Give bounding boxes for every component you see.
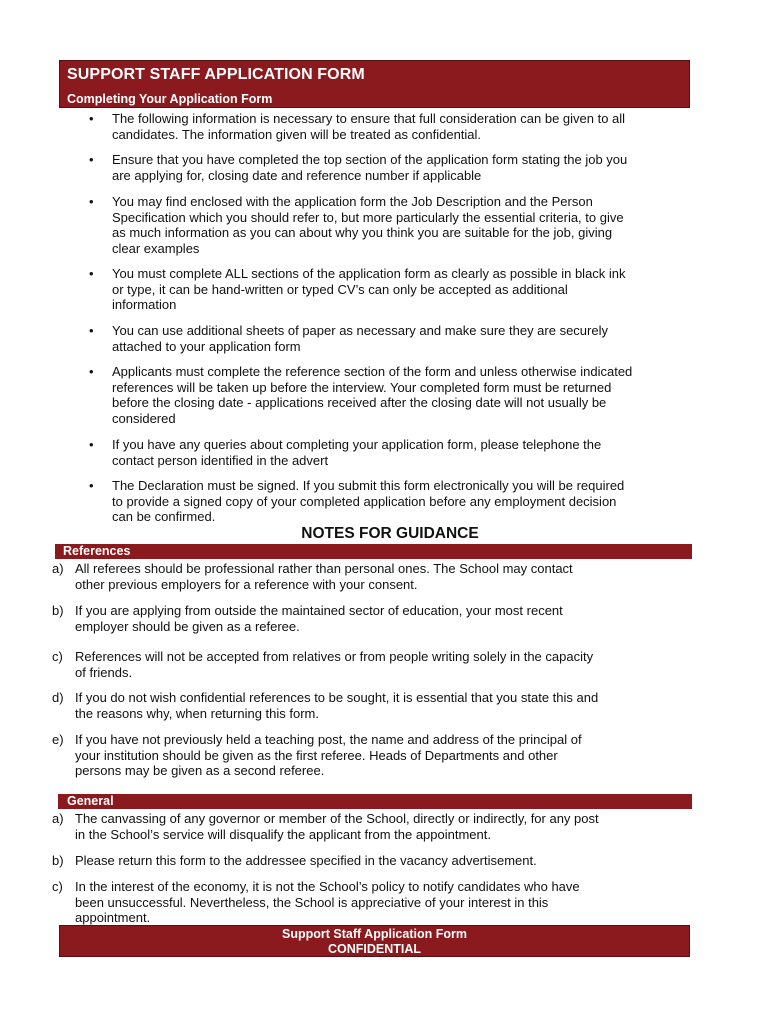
bullet-icon: •: [89, 323, 94, 338]
bullet-icon: •: [89, 364, 94, 379]
bullet-icon: •: [89, 152, 94, 167]
bullet-icon: •: [89, 111, 94, 126]
confidential-label: CONFIDENTIAL: [327, 942, 422, 956]
notes-heading: NOTES FOR GUIDANCE: [301, 525, 479, 542]
bullet-icon: •: [89, 194, 94, 209]
form-footer: [59, 925, 690, 957]
footer-title: Support Staff Application Form: [282, 927, 467, 941]
form-title: SUPPORT STAFF APPLICATION FORM: [67, 66, 365, 83]
bullet-icon: •: [89, 437, 94, 452]
references-heading: References: [55, 544, 692, 559]
bullet-icon: •: [89, 478, 94, 493]
form-subtitle: Completing Your Application Form: [67, 92, 273, 106]
bullet-icon: •: [89, 266, 94, 281]
general-heading: General: [58, 794, 692, 809]
form-header: [59, 60, 690, 108]
